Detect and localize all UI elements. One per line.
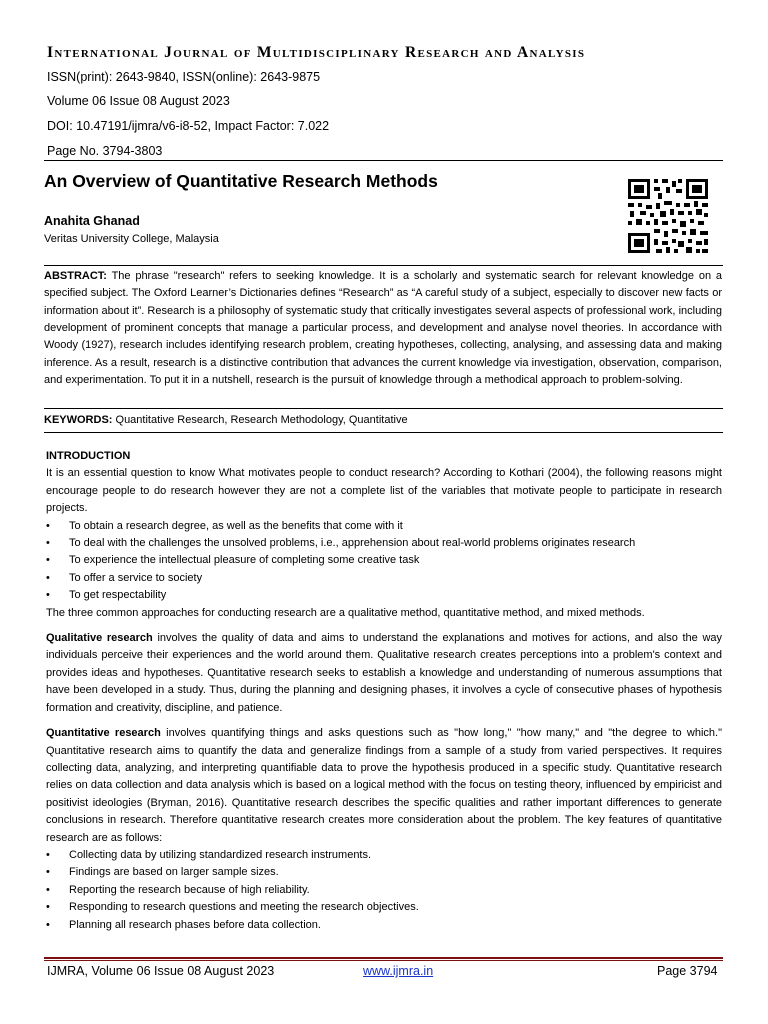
page-range: Page No. 3794-3803 <box>47 144 163 158</box>
list-item: • Findings are based on larger sample sizes. <box>46 864 722 881</box>
abstract-label: ABSTRACT: <box>44 270 107 282</box>
list-item: • To offer a service to society <box>46 570 722 587</box>
keywords <box>44 412 408 429</box>
footer-website-link[interactable]: www.ijmra.in <box>363 964 434 978</box>
list-item: • To get respectability <box>46 587 722 604</box>
bullet-icon: • <box>46 848 50 861</box>
quantitative-label: Quantitative research <box>46 727 161 740</box>
abstract-top-divider <box>44 265 723 266</box>
abstract <box>44 268 722 389</box>
header-divider <box>44 160 723 161</box>
bullet-icon: • <box>46 519 50 532</box>
footer-divider <box>44 957 723 961</box>
article-title: An Overview of Quantitative Research Methods <box>44 171 438 191</box>
author-affiliation: Veritas University College, Malaysia <box>44 233 219 245</box>
bullet-icon: • <box>46 901 50 914</box>
bullet-icon: • <box>46 571 50 584</box>
keywords-label: KEYWORDS: <box>44 414 113 426</box>
abstract-text: The phrase "research" refers to seeking knowledge. It is a scholarly and systematic search for relevant knowledge on a specified subject. The Oxford Learner’s Dictionaries defines “Research” as “A careful study of a subject, especially to discover new facts or information about it”. Research is a philosophy of systematic study that critically investigates several aspects of professional work, including development of prominent concepts that manage a particular process, and development and analyse novel theories. In accordance with Woody (1927), research includes identifying research problem, creating hypotheses, collecting, analysing, and assessing data and making inference. As a result, research is a distinctive contribution that advances the current knowledge via investigation, observation, comparison, and experimentation. To put it in a nutshell, research is the pursuit of knowledge through a methodical approach to problem-solving. <box>44 270 722 387</box>
qualitative-paragraph: Qualitative research involves the quality of data and aims to understand the explanations and motives for actions, and also the way individuals perceive their experiences and the world around them. Qualitative research creates perceptions into a problem's context and provides ideas and hypotheses. Quantitative research seeks to establish a knowledge and understanding of numerous assumptions that have been developed in a study. Thus, during the planning and designing phases, it involves a cycle of consecutive phases of hypothesis formation and creativity, discipline, and patience. <box>46 632 723 714</box>
bullet-icon: • <box>46 883 50 896</box>
footer-page-number: Page 3794 <box>657 964 718 978</box>
doi-line: DOI: 10.47191/ijmra/v6-i8-52, Impact Factor: 7.022 <box>47 119 330 133</box>
article-body <box>46 448 722 934</box>
journal-name: International Journal of Multidisciplinary Research and Analysis <box>47 44 586 61</box>
qualitative-label: Qualitative research <box>46 632 153 645</box>
bullet-icon: • <box>46 589 50 602</box>
issn-line: ISSN(print): 2643-9840, ISSN(online): 2643-9875 <box>47 70 321 84</box>
list-item: • Reporting the research because of high reliability. <box>46 882 722 899</box>
bullet-icon: • <box>46 537 50 550</box>
list-item: • To deal with the challenges the unsolved problems, i.e., apprehension about real-world problems originates research <box>46 535 722 552</box>
keywords-bottom-divider <box>44 432 723 433</box>
list-item: • To obtain a research degree, as well as the benefits that come with it <box>46 518 722 535</box>
list-item: • Responding to research questions and meeting the research objectives. <box>46 899 722 916</box>
footer-journal-info: IJMRA, Volume 06 Issue 08 August 2023 <box>47 964 275 978</box>
list-item: • To experience the intellectual pleasure of completing some creative task <box>46 552 722 569</box>
section-heading-introduction: INTRODUCTION <box>46 450 131 462</box>
approaches-paragraph: The three common approaches for conducting research are a qualitative method, quantitative method, and mixed methods. <box>46 606 645 619</box>
features-list <box>46 847 722 934</box>
keywords-text: Quantitative Research, Research Methodology, Quantitative <box>112 414 408 426</box>
motivation-list <box>46 518 722 605</box>
bullet-icon: • <box>46 918 50 931</box>
quantitative-paragraph: Quantitative research involves quantifying things and asks questions such as "how long," "how many," and "the degree to which." Quantitative research aims to quantify the data and generalize findings from a sample of a study from varied perspectives. It requires collecting data, analyzing, and interpreting quantifiable data to prove the hypothesis produced in a specific study. Quantitative research relies on data collection and data analysis which is based on a logical method with the focus on testing theory, influenced by empiricist and positivist ideologies (Bryman, 2016). Quantitative research describes the specific qualities and rather important differences to generate conclusions in research. Therefore quantitative research creates more consideration about the problem. The key features of quantitative research are as follows: <box>46 727 722 844</box>
list-item: • Collecting data by utilizing standardized research instruments. <box>46 847 722 864</box>
qr-code-icon[interactable] <box>627 178 709 254</box>
keywords-top-divider <box>44 408 723 409</box>
author-name: Anahita Ghanad <box>44 214 140 228</box>
bullet-icon: • <box>46 554 50 567</box>
intro-paragraph: It is an essential question to know What motivates people to conduct research? According to Kothari (2004), the following reasons might encourage people to do research however they are not a complete list of the variables that motivate people to participate in research projects. <box>46 467 722 515</box>
list-item: • Planning all research phases before data collection. <box>46 917 722 934</box>
bullet-icon: • <box>46 866 50 879</box>
volume-line: Volume 06 Issue 08 August 2023 <box>47 94 230 108</box>
